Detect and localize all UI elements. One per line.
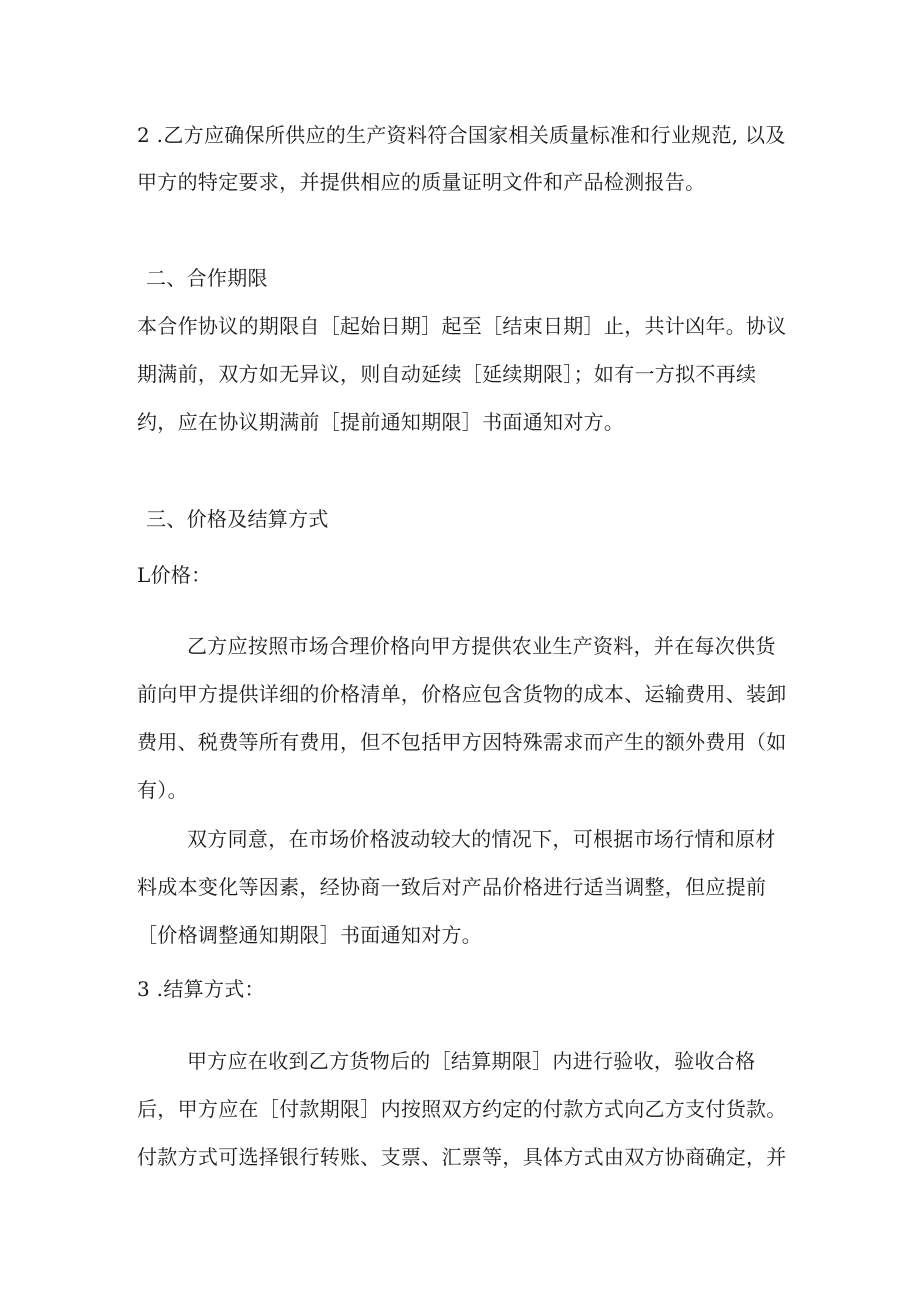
- section-3-heading: 三、价格及结算方式: [146, 507, 329, 531]
- settlement-para-line-1: 甲方应在收到乙方货物后的［结算期限］内进行验收，验收合格: [187, 1049, 756, 1073]
- price-para-1-line-4: 有）。: [137, 778, 188, 802]
- price-para-2-line-2: 料成本变化等因素，经协商一致后对产品价格进行适当调整，但应提前: [137, 875, 767, 899]
- clause-2-line-1: 2 .乙方应确保所供应的生产资料符合国家相关质量标准和行业规范, 以及: [137, 123, 786, 147]
- price-para-2-line-1: 双方同意，在市场价格波动较大的情况下，可根据市场行情和原材: [187, 827, 776, 851]
- section-2-line-3: 约，应在协议期满前［提前通知期限］书面通知对方。: [137, 410, 625, 434]
- clause-2-line-2: 甲方的特定要求，并提供相应的质量证明文件和产品检测报告。: [137, 170, 706, 194]
- section-2-line-2: 期满前，双方如无异议，则自动延续［延续期限］；如有一方拟不再续: [137, 362, 757, 386]
- price-para-2-line-3: ［价格调整通知期限］书面通知对方。: [137, 923, 483, 947]
- price-para-1-line-1: 乙方应按照市场合理价格向甲方提供农业生产资料，并在每次供货: [187, 634, 776, 658]
- price-label: L价格：: [137, 563, 212, 587]
- settlement-label: 3 .结算方式：: [137, 977, 265, 1001]
- price-para-1-line-3: 费用、税费等所有费用，但不包括甲方因特殊需求而产生的额外费用（如: [137, 730, 787, 754]
- price-para-1-line-2: 前向甲方提供详细的价格清单，价格应包含货物的成本、运输费用、装卸: [137, 682, 787, 706]
- section-2-line-1: 本合作协议的期限自［起始日期］起至［结束日期］止，共计凶年。协议: [137, 314, 787, 338]
- settlement-para-line-3: 付款方式可选择银行转账、支票、汇票等，具体方式由双方协商确定，并: [137, 1145, 787, 1169]
- settlement-para-line-2: 后，甲方应在［付款期限］内按照双方约定的付款方式向乙方支付货款。: [137, 1097, 787, 1121]
- section-2-heading: 二、合作期限: [146, 266, 268, 290]
